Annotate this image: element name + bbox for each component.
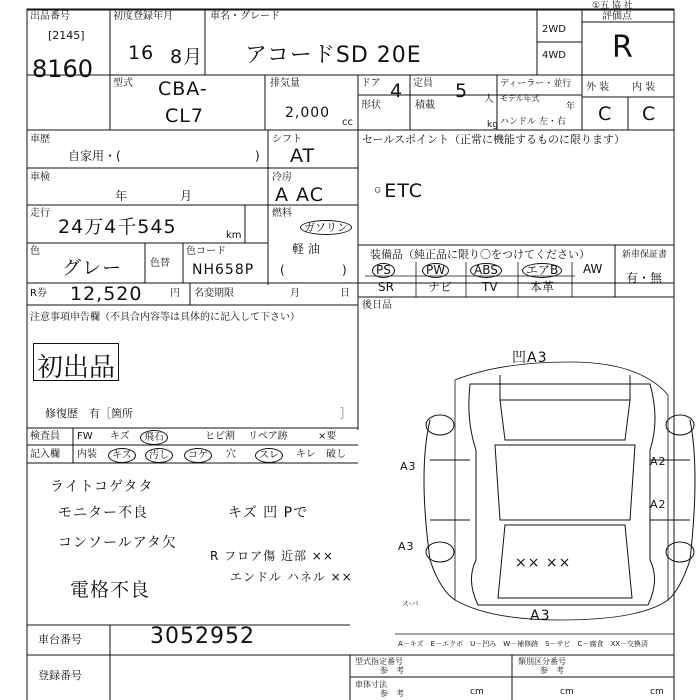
equip-abs: ABS [470, 263, 502, 278]
fuel-close: ) [342, 263, 347, 277]
recycle-value: 12,520 [70, 283, 143, 305]
class-ref: 参 考 [540, 666, 564, 675]
lot-number: 8160 [32, 55, 94, 83]
model-label: 型式 [113, 78, 133, 89]
load-unit: kg [487, 120, 498, 130]
certified-ref: 参 考 [380, 666, 404, 675]
reg-year: 16 [128, 42, 155, 64]
history-value: 自家用・( [68, 149, 121, 163]
interior-rub: スレ [255, 448, 283, 463]
score-value: R [612, 30, 634, 65]
model-1: CBA- [158, 78, 208, 100]
door-label: ドア [361, 78, 381, 89]
lot-label: 出品番号 [30, 11, 70, 22]
score-label: 評価点 [602, 11, 632, 22]
mark-left-1: A3 [400, 460, 417, 473]
class-label: 類別区分番号 [518, 657, 566, 666]
sales-label: セールスポイント（正常に機能するものに限ります） [362, 133, 626, 146]
history-close: ) [255, 149, 260, 163]
diagram-legend: A－キズ E－エクボ U－凹み W－補修跡 S－サビ C－腐食 XX－交換済 [398, 640, 649, 648]
chassis-label: 車台番号 [38, 633, 82, 646]
warranty-label: 新車保証書 [622, 250, 668, 260]
notes-label: 注意事項申告欄（不具合内容等は具体的に記入して下さい） [30, 312, 300, 323]
expiry-month: 月 [290, 288, 300, 299]
fuel-gasoline: ガソリン [300, 220, 352, 235]
reg-label: 初度登録年月 [113, 11, 173, 22]
color-label: 色 [30, 246, 40, 257]
color-code-label: 色コード [186, 246, 226, 257]
interior-burn: コゲ [184, 448, 212, 463]
stamp-text: ①五 協 社 [592, 1, 633, 11]
equip-aw: AW [583, 262, 603, 276]
interior-scratch: キズ [108, 448, 136, 463]
interior-hole: 穴 [226, 449, 236, 460]
mileage-value: 24万4千545 [58, 216, 177, 238]
warranty-value: 有・無 [626, 271, 663, 285]
recycle-label: R券 [30, 288, 47, 299]
drive-2wd: 2WD [542, 24, 566, 35]
registration-label: 登録番号 [38, 669, 82, 682]
interior-grade: C [642, 103, 657, 125]
size-label: 車体寸法 [355, 680, 387, 689]
inspector-crack: ヒビ割 [205, 431, 235, 442]
interior-label-cell: 内装 [77, 449, 97, 460]
color-sub-label: 色替 [150, 258, 170, 269]
fuel-label: 燃料 [272, 208, 292, 219]
exterior-label: 外 装 [586, 82, 610, 93]
expiry-day: 日 [340, 288, 350, 299]
disp-label: 排気量 [270, 78, 300, 89]
equip-tv: TV [482, 280, 498, 294]
chassis-value: 3052952 [150, 624, 255, 649]
ac-value: A AC [275, 184, 324, 206]
mark-left-2: A3 [398, 540, 415, 553]
inspector-scratch: キズ [110, 431, 130, 442]
remark-4: コンソールアタ欠 [58, 535, 177, 551]
car-name: アコードSD 20E [245, 43, 422, 68]
remark-3: キズ 凹 Pで [228, 505, 309, 521]
shift-value: AT [290, 145, 316, 167]
shift-label: シフト [272, 134, 302, 145]
remark-7: 電格不良 [70, 579, 151, 601]
model-year-label: モデル年式 [500, 94, 540, 103]
fuel-diesel: 軽 油 [292, 242, 320, 256]
sales-value: ◦ETC [372, 180, 423, 202]
mark-bottom: A3 [530, 608, 551, 624]
mark-top: 凹A3 [512, 350, 548, 366]
inspection-year: 年 [115, 189, 128, 203]
cap-unit: 人 [484, 94, 494, 105]
mark-right-2: A2 [650, 498, 667, 511]
interior-cut: キレ [296, 449, 316, 460]
inspector-need: ×要 [318, 431, 337, 442]
cap-value: 5 [455, 80, 469, 102]
size-cm-1: cm [470, 687, 484, 697]
exterior-grade: C [598, 103, 613, 125]
remark-1: ライトコゲタタ [50, 479, 154, 495]
size-cm-2: cm [560, 687, 574, 697]
inspection-label: 車検 [30, 172, 50, 183]
x-marks: ×× ×× [515, 555, 572, 571]
inspector-chip: 飛石 [140, 430, 168, 445]
drive-4wd: 4WD [542, 50, 566, 61]
expiry-label: 名変期限 [194, 288, 234, 299]
equip-airbag: エアB [522, 263, 562, 278]
remark-5: R フロア傷 近部 ×× [210, 549, 334, 563]
lot-sub: [2145] [48, 29, 85, 42]
shape-label: 形状 [361, 100, 381, 111]
inspection-month: 月 [180, 189, 193, 203]
dealer-label: ディーラー・並行 [500, 79, 572, 89]
recycle-unit: 円 [170, 288, 180, 299]
size-ref: 参 考 [380, 689, 404, 698]
model-year-unit: 年 [566, 102, 576, 112]
later-label: 後日品 [362, 300, 392, 311]
mark-right-1: A2 [650, 455, 667, 468]
inspector-repair: リペア跡 [248, 431, 288, 442]
history-label: 車歴 [30, 134, 50, 145]
equipment-label: 装備品（純正品に限り〇をつけてください） [370, 248, 590, 261]
equip-leather: 本革 [530, 280, 555, 294]
remark-2: モニター不良 [58, 505, 148, 521]
color-code-value: NH658P [192, 262, 255, 278]
door-value: 4 [390, 80, 404, 102]
name-label: 車名・グレード [210, 11, 280, 22]
interior-tear: 破し [326, 449, 346, 460]
inspector-label-2: 記入欄 [30, 449, 60, 460]
inspector-label-1: 検査員 [30, 431, 60, 442]
mileage-unit: km [226, 230, 242, 241]
diagram-small-label: ス-パ [402, 600, 419, 608]
car-diagram-outline [424, 362, 695, 620]
model-2: CL7 [165, 105, 204, 127]
cap-label: 定員 [413, 78, 433, 89]
remark-6: エンドル ハネル ×× [230, 570, 353, 584]
repair-label: 修復歴 有［箇所 [45, 407, 133, 420]
reg-month: 8月 [170, 46, 204, 68]
certified-label: 型式指定番号 [355, 657, 403, 666]
equip-navi: ナビ [428, 280, 453, 294]
size-cm-3: cm [650, 687, 664, 697]
equip-ps: PS [372, 263, 395, 278]
inspector-fw: FW [77, 431, 93, 442]
handle-label: ハンドル 左・右 [500, 117, 566, 127]
notes-value: 初出品 [37, 353, 116, 383]
equip-pw: PW [422, 263, 449, 278]
color-value: グレー [62, 257, 123, 279]
disp-unit: cc [342, 117, 353, 128]
repair-close: ］ [340, 407, 351, 420]
mileage-label: 走行 [30, 208, 50, 219]
load-label: 積載 [415, 100, 435, 111]
interior-label: 内 装 [632, 82, 656, 93]
equip-sr: SR [378, 280, 394, 294]
fuel-open: ( [280, 263, 285, 277]
interior-dirt: 汚し [145, 448, 173, 463]
ac-label: 冷房 [272, 172, 292, 183]
disp-value: 2,000 [285, 105, 331, 121]
